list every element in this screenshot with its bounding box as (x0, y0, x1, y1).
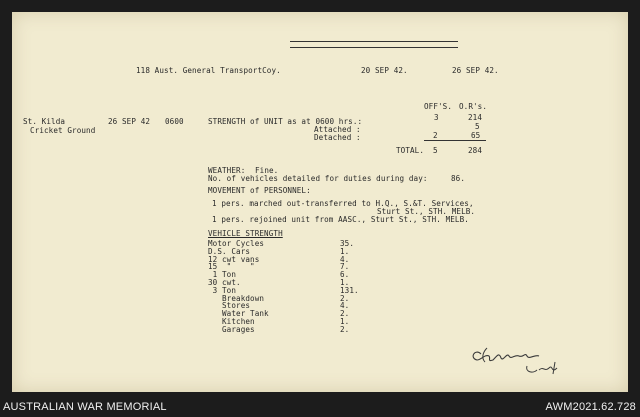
document-page (12, 12, 628, 392)
vehicle-strength-label: 1 Ton (208, 270, 237, 280)
unit-name: 118 Aust. General TransportCoy. (136, 66, 281, 75)
date-from: 20 SEP 42. (361, 66, 408, 75)
strength-label: STRENGTH of UNIT as at 0600 hrs.: (208, 117, 363, 126)
detached-other-ranks: 65 (471, 131, 481, 140)
vehicle-strength-value: 35. (340, 239, 355, 248)
top-rule-1 (290, 41, 458, 42)
vehicle-strength-label: Garages (208, 324, 255, 334)
signature-image (467, 338, 577, 380)
vehicle-strength-label: D.S. Cars (208, 246, 251, 256)
vehicles-detailed-value: 86. (451, 174, 466, 183)
vehicle-strength-label: Motor Cycles (208, 239, 265, 248)
vehicle-strength-value: 4. (340, 254, 350, 264)
weather-label: WEATHER: (208, 166, 246, 175)
col-officers: OFF'S. (424, 102, 453, 111)
vehicle-strength-value: 7. (340, 262, 350, 272)
entry-date: 26 SEP 42 (108, 117, 151, 126)
total-label: TOTAL. (396, 146, 425, 155)
footer-institution: AUSTRALIAN WAR MEMORIAL (3, 401, 167, 413)
vehicle-strength-label: Breakdown (208, 293, 265, 303)
detached-label: Detached : (314, 133, 361, 142)
vehicle-strength-label: Stores (208, 301, 251, 311)
total-other-ranks: 284 (468, 146, 483, 155)
entry-time: 0600 (165, 117, 184, 126)
top-rule-2 (290, 47, 458, 48)
vehicles-detailed-label: No. of vehicles detailed for duties during day: (208, 174, 428, 183)
date-to: 26 SEP 42. (452, 66, 499, 75)
movement-line-2: 1 pers. rejoined unit from AASC., Sturt St., STH. MELB. (212, 215, 469, 224)
vehicle-strength-label: 30 cwt. (208, 278, 241, 287)
vehicle-strength-value: 1. (340, 317, 350, 326)
place-line-2: Cricket Ground (30, 126, 96, 135)
movement-line-1: 1 pers. marched out-transferred to H.Q., S.&T. Services, (212, 199, 474, 208)
vehicle-strength-value: 131. (340, 285, 359, 295)
vehicle-strength-value: 6. (340, 270, 350, 280)
place-line-1: St. Kilda (23, 117, 66, 126)
attached-label: Attached : (314, 125, 361, 134)
weather-value: Fine. (255, 166, 279, 175)
vehicle-strength-label: Water Tank (208, 309, 269, 319)
detached-officers: 2 (433, 131, 438, 140)
vehicle-strength-label: 15 " " (208, 262, 255, 272)
total-rule (424, 140, 486, 141)
vehicle-strength-value: 2. (340, 309, 350, 319)
footer-reference: AWM2021.62.728 (545, 401, 636, 413)
vehicle-strength-value: 2. (340, 293, 350, 303)
vehicle-strength-value: 4. (340, 301, 350, 311)
vehicle-strength-value: 2. (340, 324, 350, 334)
strength-officers: 3 (434, 113, 439, 122)
strength-other-ranks: 214 (468, 113, 483, 122)
movement-line-1b: Sturt St., STH. MELB. (377, 207, 476, 216)
movement-heading: MOVEMENT of PERSONNEL: (208, 186, 311, 195)
vehicle-strength-label: Kitchen (208, 317, 255, 326)
attached-other-ranks: 5 (475, 122, 480, 131)
vehicle-strength-value: 1. (340, 246, 350, 256)
vehicle-strength-label: 12 cwt vans (208, 254, 260, 264)
total-officers: 5 (433, 146, 438, 155)
vehicle-strength-value: 1. (340, 278, 350, 287)
col-other-ranks: O.R's. (459, 102, 488, 111)
vehicle-strength-heading: VEHICLE STRENGTH (208, 229, 283, 238)
vehicle-strength-label: 3 Ton (208, 285, 237, 295)
